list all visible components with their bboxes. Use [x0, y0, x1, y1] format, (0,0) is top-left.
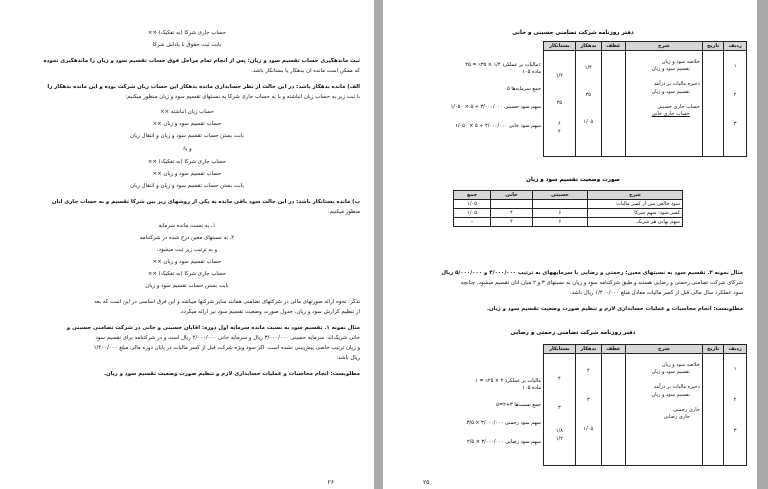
- col-ref: عطف: [601, 42, 625, 51]
- row-num: ۱: [733, 63, 737, 69]
- credit: ۱/۸: [555, 428, 563, 435]
- debit: ۱/۴: [584, 65, 592, 71]
- desc: حساب جاری خانی: [651, 111, 690, 118]
- col-credit: بستانکار: [544, 345, 576, 354]
- text-line: که ممکن است مانده آن بدهکار یا بستانکار باشد.: [251, 68, 360, 74]
- text-line: حساب جاری شرکا (به تفکیک) ××: [147, 30, 227, 36]
- col-total: جمع: [454, 191, 491, 200]
- text-line: ۲ـ به نسبتهای معین درج شده در شرکتنامه: [139, 235, 235, 241]
- refs: [601, 51, 625, 157]
- desc: تقسیم سود و زیان: [651, 391, 690, 398]
- col-date: تاریخ: [702, 42, 723, 51]
- table-row: [454, 200, 683, 209]
- example2-line: سود عملکرد سال مالی قبل از کسر مالیات معادل مبلغ ۱/۴۰۰/۰۰۰ ریال باشد.: [569, 290, 743, 296]
- cell: ۴: [491, 209, 533, 218]
- example2-line: مطلوبست: انجام محاسبات و عملیات حسابداری لازم و تنظیم صورت وضعیت تقسیم سود و زیان.: [486, 306, 743, 312]
- credit: ۳: [558, 405, 561, 412]
- journal2-side-calcs: [391, 378, 541, 446]
- descriptions: [625, 354, 702, 466]
- page-number: ۲۵: [423, 479, 430, 486]
- debits: [575, 51, 601, 157]
- right-page: [383, 0, 757, 489]
- col-debit: بدهکار: [575, 345, 601, 354]
- text-line: حساب زیان انباشته ××: [159, 109, 215, 115]
- debit: ۳: [586, 397, 590, 404]
- cell: سهم نهایی هر شریک: [588, 218, 683, 227]
- text-line: و یا:: [182, 146, 192, 152]
- journal1-side-calcs: [391, 62, 541, 130]
- cell: کسر شود: سهم شرکا: [588, 209, 683, 218]
- text-line: ب) مانده بستانکار باشد: در این حالت سود باقی مانده به یکی از روشهای زیر بین شرکا تقسیم و به حساب جاری آنان: [51, 199, 360, 205]
- desc: خلاصه سود و زیان: [661, 362, 700, 368]
- col-hosseini: حسینی: [533, 191, 588, 200]
- credit: ۴: [558, 128, 561, 135]
- col-desc: شرح: [625, 42, 702, 51]
- text-line: مطلوبست: انجام محاسبات و عملیات حسابداری لازم و تنظیم صورت وضعیت تقسیم سود و زیان.: [103, 371, 360, 377]
- row-num: ۲: [733, 92, 737, 99]
- page-number: ۲۶: [327, 479, 334, 486]
- debit: ۴: [586, 368, 590, 374]
- journal2-table: [543, 344, 747, 466]
- col-radif: ردیف: [724, 345, 747, 354]
- table-row: [454, 218, 683, 227]
- refs: [601, 354, 625, 466]
- left-page: [0, 0, 374, 489]
- desc: تقسیم سود و زیان: [651, 66, 690, 73]
- text-line: مثال نمونه ۱. تقسیم سود به نسبت مانده سرمایه اول دوره: آقایان حسینی و خانی در شرکت تضامنی حسینی و: [66, 325, 360, 331]
- row-num: ۳: [733, 121, 737, 128]
- cell: ۶: [533, 209, 588, 218]
- descriptions: [625, 51, 702, 157]
- text-line: از تنظیم گزارش سود و زیان، جدول صورت وضعیت تقسیم سود نیز ارائه میگردد.: [179, 309, 360, 315]
- credit: ۴: [558, 376, 561, 382]
- credit: ۱/۲: [555, 435, 563, 442]
- col-desc: شرح: [625, 345, 702, 354]
- desc: جاری رحمتی: [673, 406, 700, 413]
- row-num: ۲: [733, 397, 737, 404]
- journal1-table: [543, 41, 747, 157]
- text-line: حساب جاری شرکا (به تفکیک) ××: [147, 159, 227, 165]
- row-num: ۳: [733, 428, 737, 435]
- text-line: حساب تقسیم سود و زیان ××: [152, 121, 222, 127]
- debit: ۱/۰۵: [583, 426, 594, 433]
- desc: تقسیم سود و زیان: [651, 88, 690, 95]
- credit: ۱/۴: [555, 73, 563, 79]
- desc: ذخیره مالیات بر درآمد: [653, 81, 700, 88]
- side-calc: مالیات بر عملکرد ۱/۴ × ۳۵٪ = ۲۵٪: [465, 62, 541, 68]
- text-line: بابت بستن حساب تقسیم سود و زیان و انتقال زیان: [130, 183, 244, 189]
- text-line: حساب جاری شرکا (به تفکیک) ××: [147, 271, 227, 277]
- cell: [533, 200, 588, 209]
- text-line: حساب تقسیم سود و زیان ××: [152, 171, 222, 177]
- desc: خلاصه سود و زیان: [661, 59, 700, 65]
- side-calc: سهم سود رحمتی ۳/۰۰۰/۰۰۰ × ۳/۵: [466, 419, 541, 426]
- col-credit: بستانکار: [544, 42, 576, 51]
- col-date: تاریخ: [702, 345, 723, 354]
- journal1-title: دفتر روزنامه شرکت تضامنی حسینی و خانی: [512, 30, 634, 36]
- dates: [702, 51, 723, 157]
- row-numbers: [724, 354, 747, 466]
- text-line: و زیان ترتیب خاصی پیش‌بینی نشده است. اگر سود ویژه شرکت قبل از کسر مالیات در پایان دوره مالی مبلغ ۱/۴۰۰/۰۰۰: [93, 345, 360, 351]
- text-line: ۱ـ به نسبت مانده سرمایه: [158, 223, 216, 229]
- text-line: و به ترتیب زیر ثبت میشود:: [156, 247, 218, 253]
- side-calc: جمع نسبت‌ها ۳+۲=۵: [496, 402, 541, 409]
- example2-line: مثال نمونه ۲. تقسیم سود به نسبتهای معین: رحمتی و رضایی با سرمایههای به ترتیب ۴/۰۰۰/۰۰۰ و ۵/۰۰۰/۰۰۰ ریال: [441, 270, 743, 276]
- col-khani: خانی: [491, 191, 533, 200]
- side-calc: سهم سود خانی ۲/۰۰۰/۰۰۰ ÷ ۵ × ۱/۰۵۰: [455, 122, 541, 129]
- status-table: [453, 190, 683, 227]
- col-radif: ردیف: [724, 42, 747, 51]
- debit: ۳۵: [585, 92, 591, 99]
- cell: –: [454, 218, 491, 227]
- cell: ۴: [491, 218, 533, 227]
- status-table-title: صورت وضعیت تقسیم سود و زیان: [526, 177, 620, 183]
- text-line: بابت بستن حساب تقسیم سود و زیان و انتقال زیان: [130, 133, 244, 139]
- text-line: الف) مانده بدهکار باشد: در این حالت از نظر حسابداری مانده بدهکار این حساب زیان شرکت بوده و این مانده بدهکار را: [47, 84, 360, 90]
- col-ref: عطف: [601, 345, 625, 354]
- desc: جاری رضایی: [663, 414, 690, 421]
- cell: ۱/۰۵: [454, 209, 491, 218]
- journal2-title: دفتر روزنامه شرکت تضامنی رحمتی و رضایی: [510, 330, 636, 336]
- dates: [702, 354, 723, 466]
- cell: [491, 200, 533, 209]
- side-calc: سهم سود حسینی ۳/۰۰۰/۰۰۰ ÷ ۵ × ۱/۰۵۰: [450, 103, 541, 110]
- credit: ۶: [558, 121, 561, 128]
- cell: ۱/۰۵: [454, 200, 491, 209]
- desc: ذخیره مالیات بر درآمد: [653, 384, 700, 391]
- text-line: با ثبت زیر به حساب زیان انباشته و یا به حساب جاری شرکا به نسبتهای تقسیم سود و زیان منظور میکنیم:: [125, 94, 360, 100]
- table-row: [454, 209, 683, 218]
- debits: [575, 354, 601, 466]
- credits: [544, 51, 576, 157]
- col-debit: بدهکار: [575, 42, 601, 51]
- text-line: بابت ثبت حقوق یا پاداش شرکا: [152, 42, 222, 48]
- side-calc: مالیات بر عملکرد ۴ × ۲۵٪ = ۱: [475, 378, 541, 384]
- side-calc: ماده ۱۰۵: [522, 69, 541, 76]
- row-num: ۱: [733, 366, 737, 372]
- text-line: تذکر: تحوه ارائه صورتهای مالی در شرکتهای تضامنی همانند سایر شرکتها میباشد و این فرق اساسی در این است که بعد: [94, 299, 360, 305]
- text-line: ثبت ماندهگیری حساب تقسیم سود و زیان: پس از انجام تمام مراحل فوق حساب تقسیم سود و زیان را ماندهگیری نموده: [43, 58, 360, 64]
- desc: حساب جاری حسینی: [657, 103, 700, 110]
- debit: ۱/۰۵: [583, 119, 594, 126]
- text-line: بابت بستن حساب تقسیم سود و زیان: [145, 283, 229, 289]
- example2-line: شرکای شرکت تضامنی رحمتی و رضایی هستند و طبق شرکتنامه سود و زیان به نسبتهای ۳ و ۲ میان آنان تقسیم میشود. چنانچه: [460, 280, 743, 286]
- text-line: منظور میکنیم:: [327, 209, 360, 215]
- text-line: ریال باشد:: [336, 355, 360, 361]
- text-line: خانی شریک‌اند. سرمایه حسینی ۳/۰۰۰/۰۰۰ ریال و سرمایه خانی ۲/۰۰۰/۰۰۰ ریال است و در شرکتنامه برای تقسیم سود: [95, 335, 360, 341]
- credit: ۳۵: [556, 100, 563, 107]
- col-desc: شرح: [588, 191, 683, 200]
- side-calc: جمع سرمایه‌ها ۵: [507, 86, 541, 93]
- cell: ۶: [533, 218, 588, 227]
- cell: سود خالص پس از کسر مالیات: [588, 200, 683, 209]
- side-calc: ماده ۱۰۵: [522, 385, 541, 392]
- credits: [544, 354, 576, 466]
- desc: تقسیم سود و زیان: [651, 369, 690, 376]
- side-calc: سهم سود رضایی ۳/۰۰۰/۰۰۰ × ۲/۵: [467, 438, 541, 445]
- text-line: حساب تقسیم سود و زیان ××: [152, 259, 222, 265]
- row-numbers: [724, 51, 747, 157]
